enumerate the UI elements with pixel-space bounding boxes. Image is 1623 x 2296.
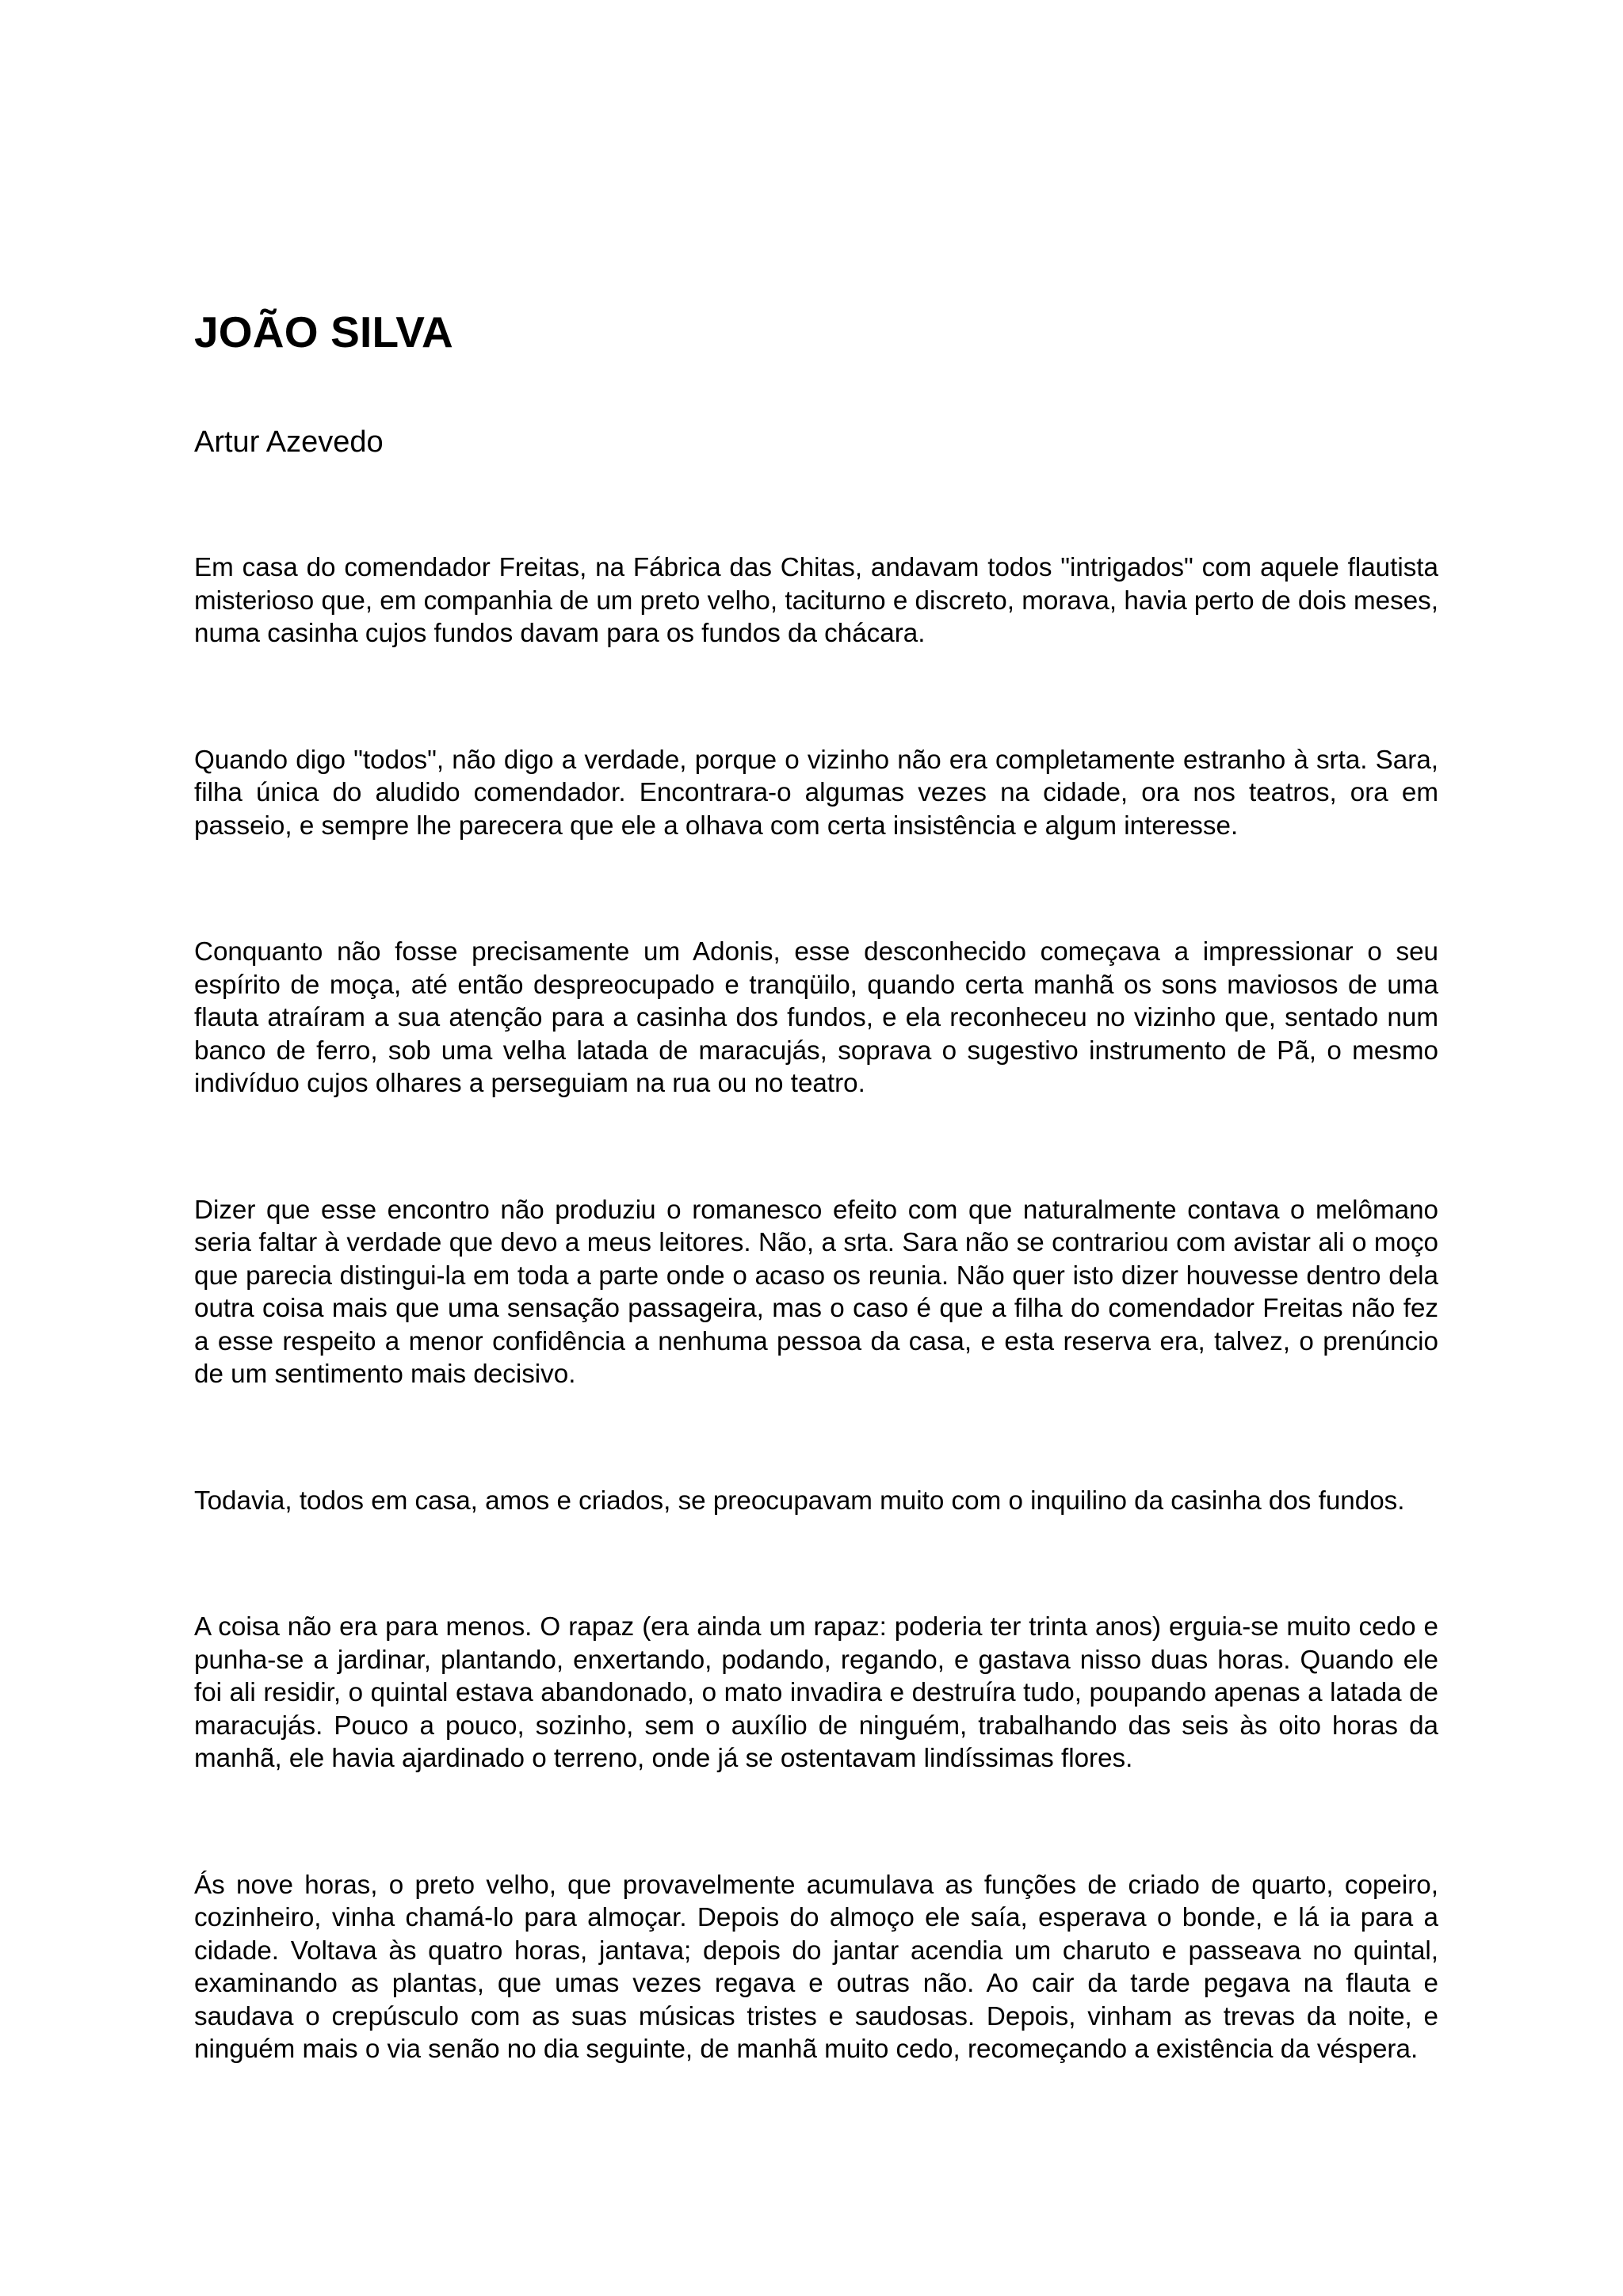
paragraph-1: Em casa do comendador Freitas, na Fábrica das Chitas, andavam todos "intrigados" com aquele flautista misterioso que, em companhia de um preto velho, taciturno e discreto, morava, havia perto de dois meses, numa casinha cujos fundos davam para os fundos da chácara. [194,553,1438,648]
author-name: Artur Azevedo [194,425,384,459]
paragraph-3: Conquanto não fosse precisamente um Adonis, esse desconhecido começava a impressionar o seu espírito de moça, até então despreocupado e tranqüilo, quando certa manhã os sons maviosos de uma flauta atraíram a sua atenção para a casinha dos fundos, e ela reconheceu no vizinho que, sentado num banco de ferro, sob uma velha latada de maracujás, soprava o sugestivo instrumento de Pã, o mesmo indivíduo cujos olhares a perseguiam na rua ou no teatro. [194,937,1438,1098]
paragraph-4: Dizer que esse encontro não produziu o romanesco efeito com que naturalmente contava o melômano seria faltar à verdade que devo a meus leitores. Não, a srta. Sara não se contrariou com avistar ali o moço que parecia distingui-la em toda a parte onde o acaso os reunia. Não quer isto dizer houvesse dentro dela outra coisa mais que uma sensação passageira, mas o caso é que a filha do comendador Freitas não fez a esse respeito a menor confidência a nenhuma pessoa da casa, e esta reserva era, talvez, o prenúncio de um sentimento mais decisivo. [194,1195,1438,1389]
paragraph-7: Ás nove horas, o preto velho, que provavelmente acumulava as funções de criado de quarto, copeiro, cozinheiro, vinha chamá-lo para almoçar. Depois do almoço ele saía, esperava o bonde, e lá ia para a cidade. Voltava às quatro horas, jantava; depois do jantar acendia um charuto e passeava no quintal, examinando as plantas, que umas vezes regava e outras não. Ao cair da tarde pegava na flauta e saudava o crepúsculo com as suas músicas tristes e saudosas. Depois, vinham as trevas da noite, e ninguém mais o via senão no dia seguinte, de manhã muito cedo, recomeçando a existência da véspera. [194,1870,1438,2064]
paragraph-5: Todavia, todos em casa, amos e criados, se preocupavam muito com o inquilino da casinha dos fundos. [194,1486,1405,1516]
document-body [194,307,1438,2066]
page-title: JOÃO SILVA [194,307,453,357]
paragraph-6: A coisa não era para menos. O rapaz (era ainda um rapaz: poderia ter trinta anos) erguia-se muito cedo e punha-se a jardinar, plantando, enxertando, podando, regando, e gastava nisso duas horas. Quando ele foi ali residir, o quintal estava abandonado, o mato invadira e destruíra tudo, poupando apenas a latada de maracujás. Pouco a pouco, sozinho, sem o auxílio de ninguém, trabalhando das seis às oito horas da manhã, ele havia ajardinado o terreno, onde já se ostentavam lindíssimas flores. [194,1612,1438,1773]
paragraph-2: Quando digo "todos", não digo a verdade, porque o vizinho não era completamente estranho à srta. Sara, filha única do aludido comendador. Encontrara-o algumas vezes na cidade, ora nos teatros, ora em passeio, e sempre lhe parecera que ele a olhava com certa insistência e algum interesse. [194,745,1438,841]
